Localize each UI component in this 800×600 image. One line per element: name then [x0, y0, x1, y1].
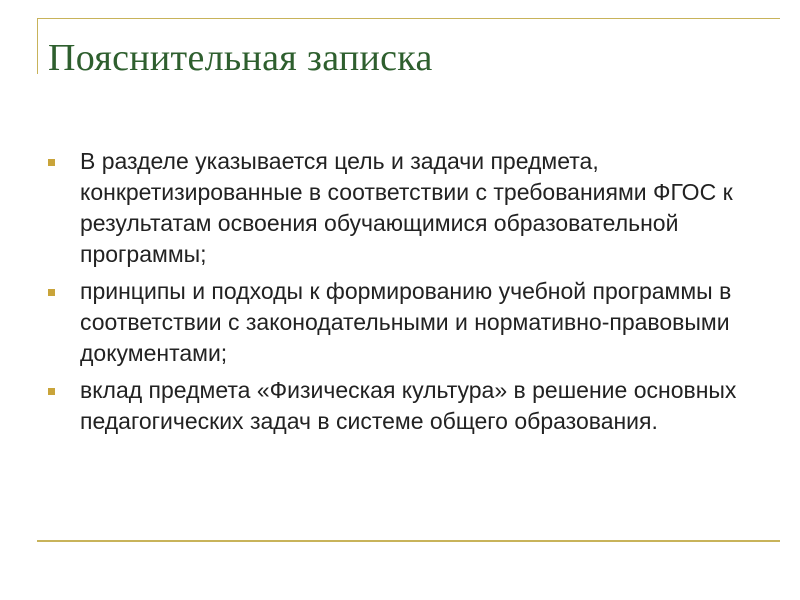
bullet-text: В разделе указывается цель и задачи предмета, конкретизированные в соответствии с требованиями ФГОС к результатам освоения обучающимися образовательной программы; [80, 148, 733, 267]
square-bullet-icon [48, 289, 55, 296]
bottom-decorative-rule [37, 540, 780, 542]
bullet-item [48, 146, 768, 270]
bullet-item [48, 375, 768, 437]
bullet-list [48, 146, 768, 443]
bullet-item [48, 276, 768, 369]
top-decorative-bracket [37, 18, 38, 74]
top-decorative-rule [37, 18, 780, 19]
bullet-text: вклад предмета «Физическая культура» в решение основных педагогических задач в системе общего образования. [80, 377, 737, 434]
bullet-text: принципы и подходы к формированию учебной программы в соответствии с законодательными и нормативно-правовыми документами; [80, 278, 732, 366]
square-bullet-icon [48, 388, 55, 395]
square-bullet-icon [48, 159, 55, 166]
slide-title: Пояснительная записка [48, 37, 433, 79]
